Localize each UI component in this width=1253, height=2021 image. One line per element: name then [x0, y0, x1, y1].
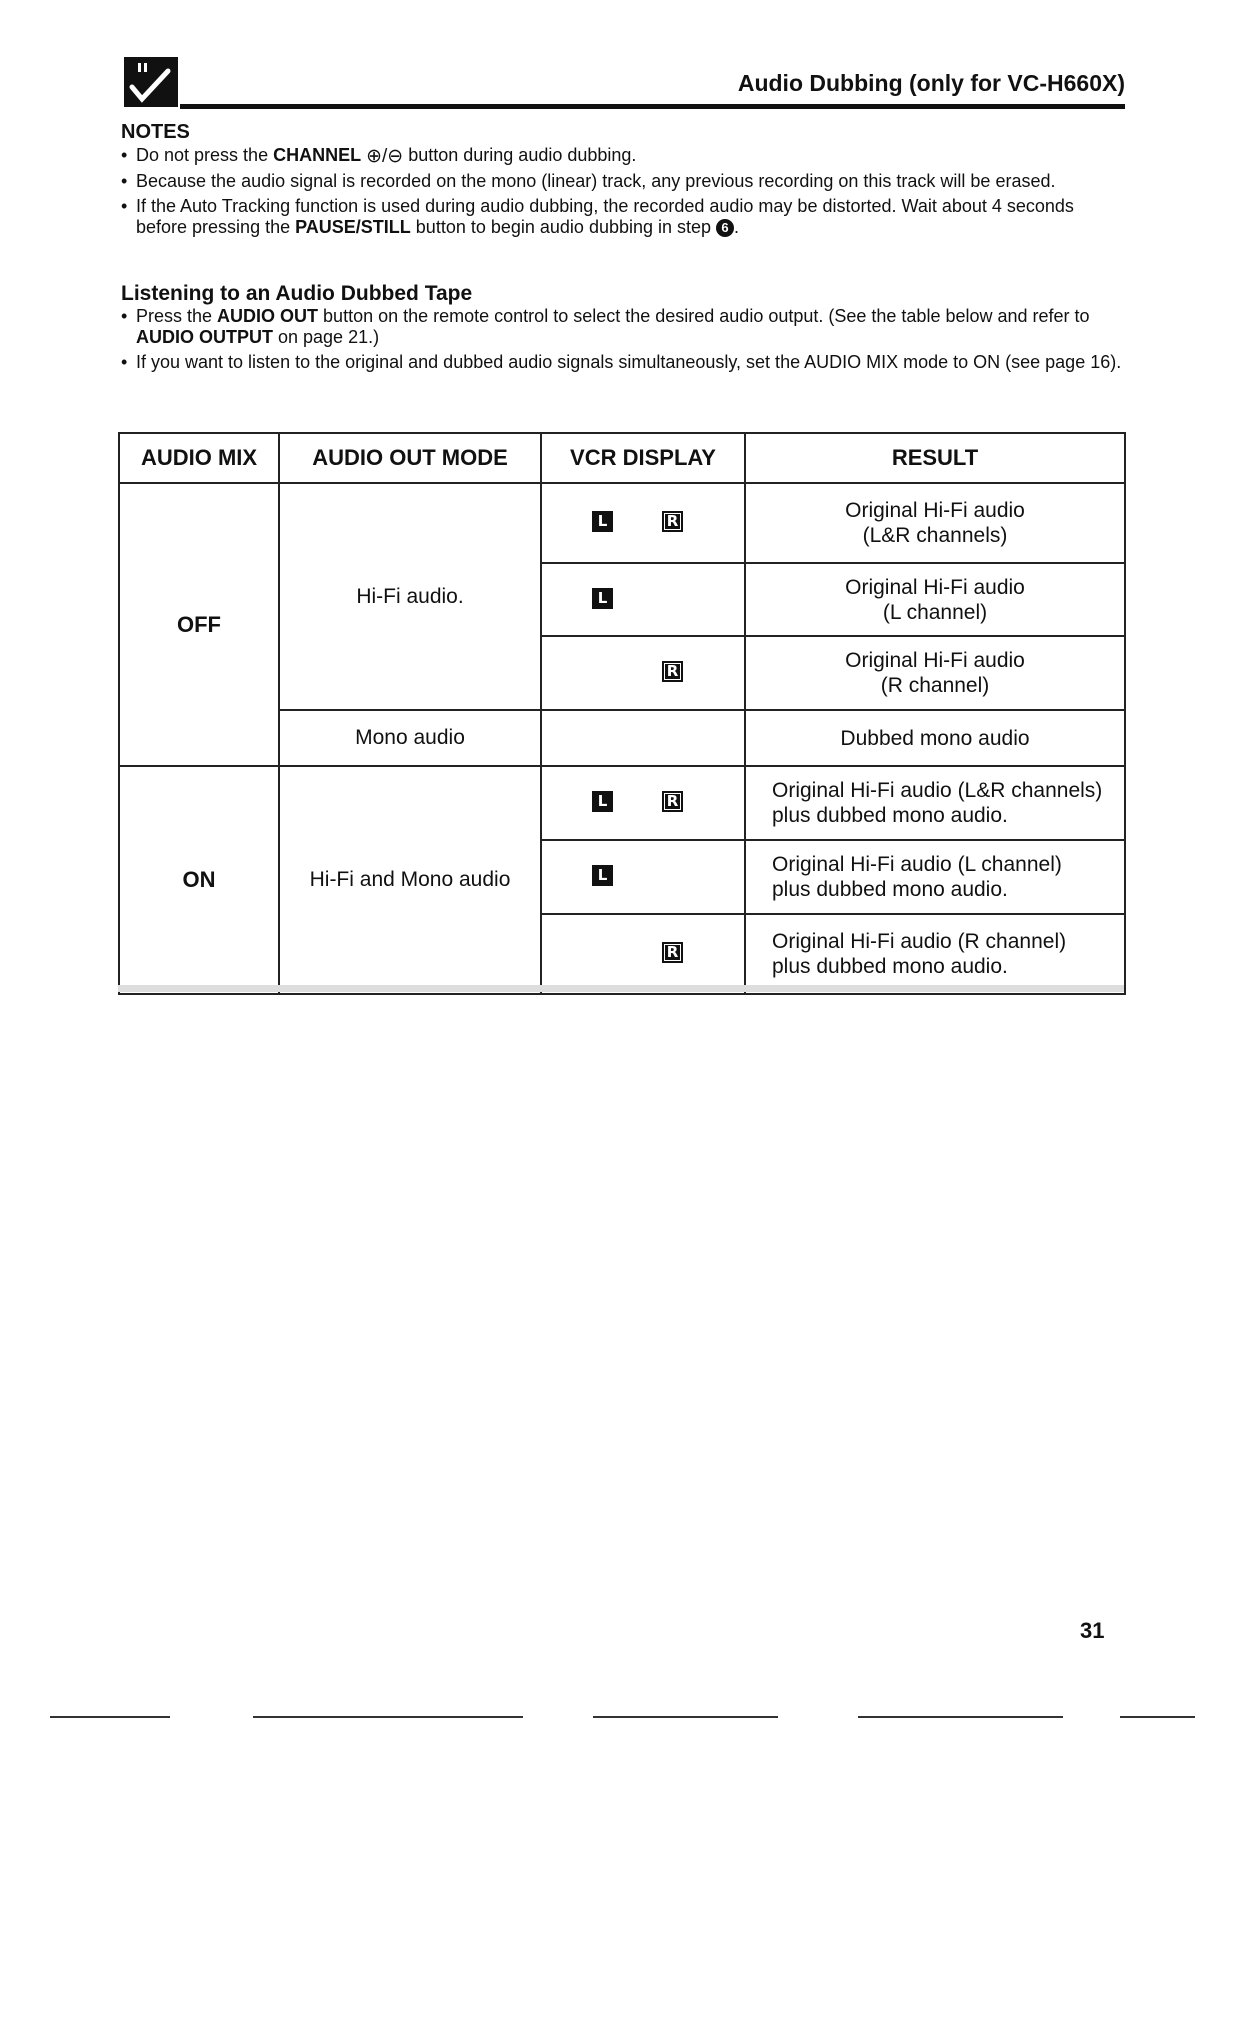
page-title: Audio Dubbing (only for VC-H660X): [737, 70, 1125, 96]
result-line: plus dubbed mono audio.: [772, 878, 1008, 901]
result-cell: [745, 840, 1125, 914]
note-item: [121, 196, 1126, 238]
vcr-display-cell: [541, 710, 745, 766]
result-cell: [745, 563, 1125, 636]
note-text: button to begin audio dubbing in step: [410, 217, 717, 237]
result-cell: [745, 710, 1125, 766]
result-line: Original Hi-Fi audio: [845, 649, 1025, 672]
audio-out-mode-cell: Mono audio: [279, 710, 541, 766]
left-channel-icon: L: [592, 865, 613, 886]
note-text: Do not press the: [136, 145, 274, 165]
result-cell: [745, 483, 1125, 563]
listening-item: [121, 306, 1126, 348]
header-vcr-display: VCR DISPLAY: [541, 433, 745, 483]
vcr-display-cell: [541, 483, 745, 563]
listening-heading: Listening to an Audio Dubbed Tape: [121, 282, 473, 305]
note-text: If the Auto Tracking function is used during audio dubbing, the recorded audio may be distorted. Wait about 4 seconds before pressing the: [136, 196, 1074, 237]
notes-section: [121, 122, 1126, 242]
result-line: Dubbed mono audio: [840, 726, 1030, 750]
left-channel-icon: L: [592, 588, 613, 609]
right-channel-icon: R: [662, 942, 683, 963]
listening-section: [121, 283, 1126, 377]
result-line: Original Hi-Fi audio: [845, 499, 1025, 522]
footer-rule: [593, 1716, 778, 1718]
note-bold-text: PAUSE/STILL: [295, 217, 411, 237]
channel-up-down-icon: ⊕/⊖: [366, 146, 404, 167]
note-text: button during audio dubbing.: [403, 145, 637, 165]
vcr-display-cell: [541, 563, 745, 636]
vcr-display-cell: [541, 840, 745, 914]
listening-text: on page 21.): [273, 327, 380, 347]
footer-rule: [858, 1716, 1063, 1718]
result-line: (R channel): [880, 674, 990, 697]
audio-output-table: [118, 432, 1126, 995]
step-number-icon: 6: [716, 219, 734, 237]
table-row: [119, 766, 1125, 840]
footer-rule: [253, 1716, 523, 1718]
left-channel-icon: L: [592, 791, 613, 812]
header-audio-mix: AUDIO MIX: [119, 433, 279, 483]
result-line: Original Hi-Fi audio: [845, 575, 1025, 599]
listening-text: If you want to listen to the original and dubbed audio signals simultaneously, set the AUDIO MIX mode to ON (see page 16).: [136, 352, 1122, 372]
footer-rule: [50, 1716, 170, 1718]
header-rule: [180, 104, 1125, 109]
note-text: .: [734, 217, 740, 237]
table-shadow: [118, 985, 1124, 992]
vcr-display-cell: [541, 636, 745, 710]
result-cell: [745, 636, 1125, 710]
right-channel-icon: R: [662, 791, 683, 812]
listening-item: [121, 352, 1126, 373]
audio-mix-cell: ON: [119, 766, 279, 994]
result-line: Original Hi-Fi audio (L channel): [772, 853, 1062, 876]
result-line: plus dubbed mono audio.: [772, 804, 1008, 827]
section-logo-icon: [124, 57, 178, 107]
listening-text: Press the: [136, 306, 218, 326]
audio-out-mode-cell: Hi-Fi and Mono audio: [279, 766, 541, 994]
header-audio-out-mode: AUDIO OUT MODE: [279, 433, 541, 483]
listening-bold-text: AUDIO OUT: [217, 306, 319, 326]
vcr-display-cell: [541, 914, 745, 994]
table-row: [119, 483, 1125, 563]
result-cell: [745, 766, 1125, 840]
note-item: [121, 145, 1126, 167]
right-channel-icon: R: [662, 511, 683, 532]
result-line: plus dubbed mono audio.: [772, 955, 1008, 978]
result-line: Original Hi-Fi audio (L&R channels): [772, 779, 1103, 802]
note-item: [121, 171, 1126, 192]
note-text: Because the audio signal is recorded on the mono (linear) track, any previous recording on this track will be erased.: [136, 171, 1056, 191]
audio-mix-cell: OFF: [119, 483, 279, 766]
result-cell: [745, 914, 1125, 994]
result-line: (L&R channels): [862, 524, 1008, 547]
notes-heading: NOTES: [121, 121, 190, 143]
listening-text: button on the remote control to select the desired audio output. (See the table below and refer to: [318, 306, 1090, 326]
left-channel-icon: L: [592, 511, 613, 532]
header-result: RESULT: [745, 433, 1125, 483]
right-channel-icon: R: [662, 661, 683, 682]
listening-bold-text: AUDIO OUTPUT: [136, 327, 273, 347]
footer-rule: [1120, 1716, 1195, 1718]
vcr-display-cell: [541, 766, 745, 840]
note-bold-text: CHANNEL: [273, 145, 362, 165]
result-line: Original Hi-Fi audio (R channel): [772, 930, 1067, 953]
table-header-row: [119, 433, 1125, 483]
result-line: (L channel): [882, 600, 988, 624]
page-number: 31: [1080, 1618, 1105, 1643]
audio-out-mode-cell: Hi-Fi audio.: [279, 483, 541, 710]
